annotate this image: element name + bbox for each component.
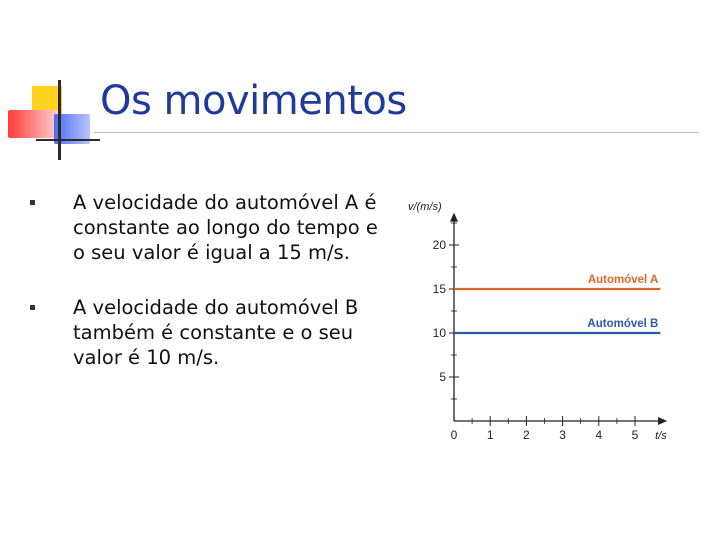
bullet-text: A velocidade do automóvel A é constante ao longo do tempo e o seu valor é igual a 15 m/s. [73,191,378,264]
bullet-item [30,190,390,265]
bullet-text: A velocidade do automóvel B também é constante e o seu valor é 10 m/s. [73,296,359,369]
y-tick-label: 15 [432,282,446,296]
y-axis-arrow [450,213,458,222]
chart-canvas [404,192,676,446]
x-tick-label: 2 [523,428,530,442]
x-tick-label: 4 [595,428,603,442]
series-label-a: Automóvel A [587,274,659,286]
x-axis-arrow [658,417,667,425]
x-tick-label: 3 [559,428,566,442]
title-decoration-horizontal-line [36,139,100,141]
title-decoration-vertical-line [58,80,61,160]
slide-title: Os movimentos [100,78,407,124]
x-tick-label: 1 [486,428,494,442]
x-axis-label: t/s [655,430,667,442]
square-bullet-icon [30,200,35,205]
x-tick-label: 5 [631,428,639,442]
bullet-list [30,190,390,370]
square-bullet-icon [30,305,35,310]
y-axis-label: v/(m/s) [408,201,442,213]
title-decoration-red-block [8,110,58,138]
y-tick-label: 20 [432,238,446,252]
velocity-time-chart [404,192,676,446]
title-underline-rule [94,132,699,133]
x-tick-label: 0 [450,428,458,442]
y-tick-label: 5 [439,370,446,384]
y-tick-label: 10 [432,326,446,340]
series-label-b: Automóvel B [587,318,659,330]
bullet-item [30,295,390,370]
